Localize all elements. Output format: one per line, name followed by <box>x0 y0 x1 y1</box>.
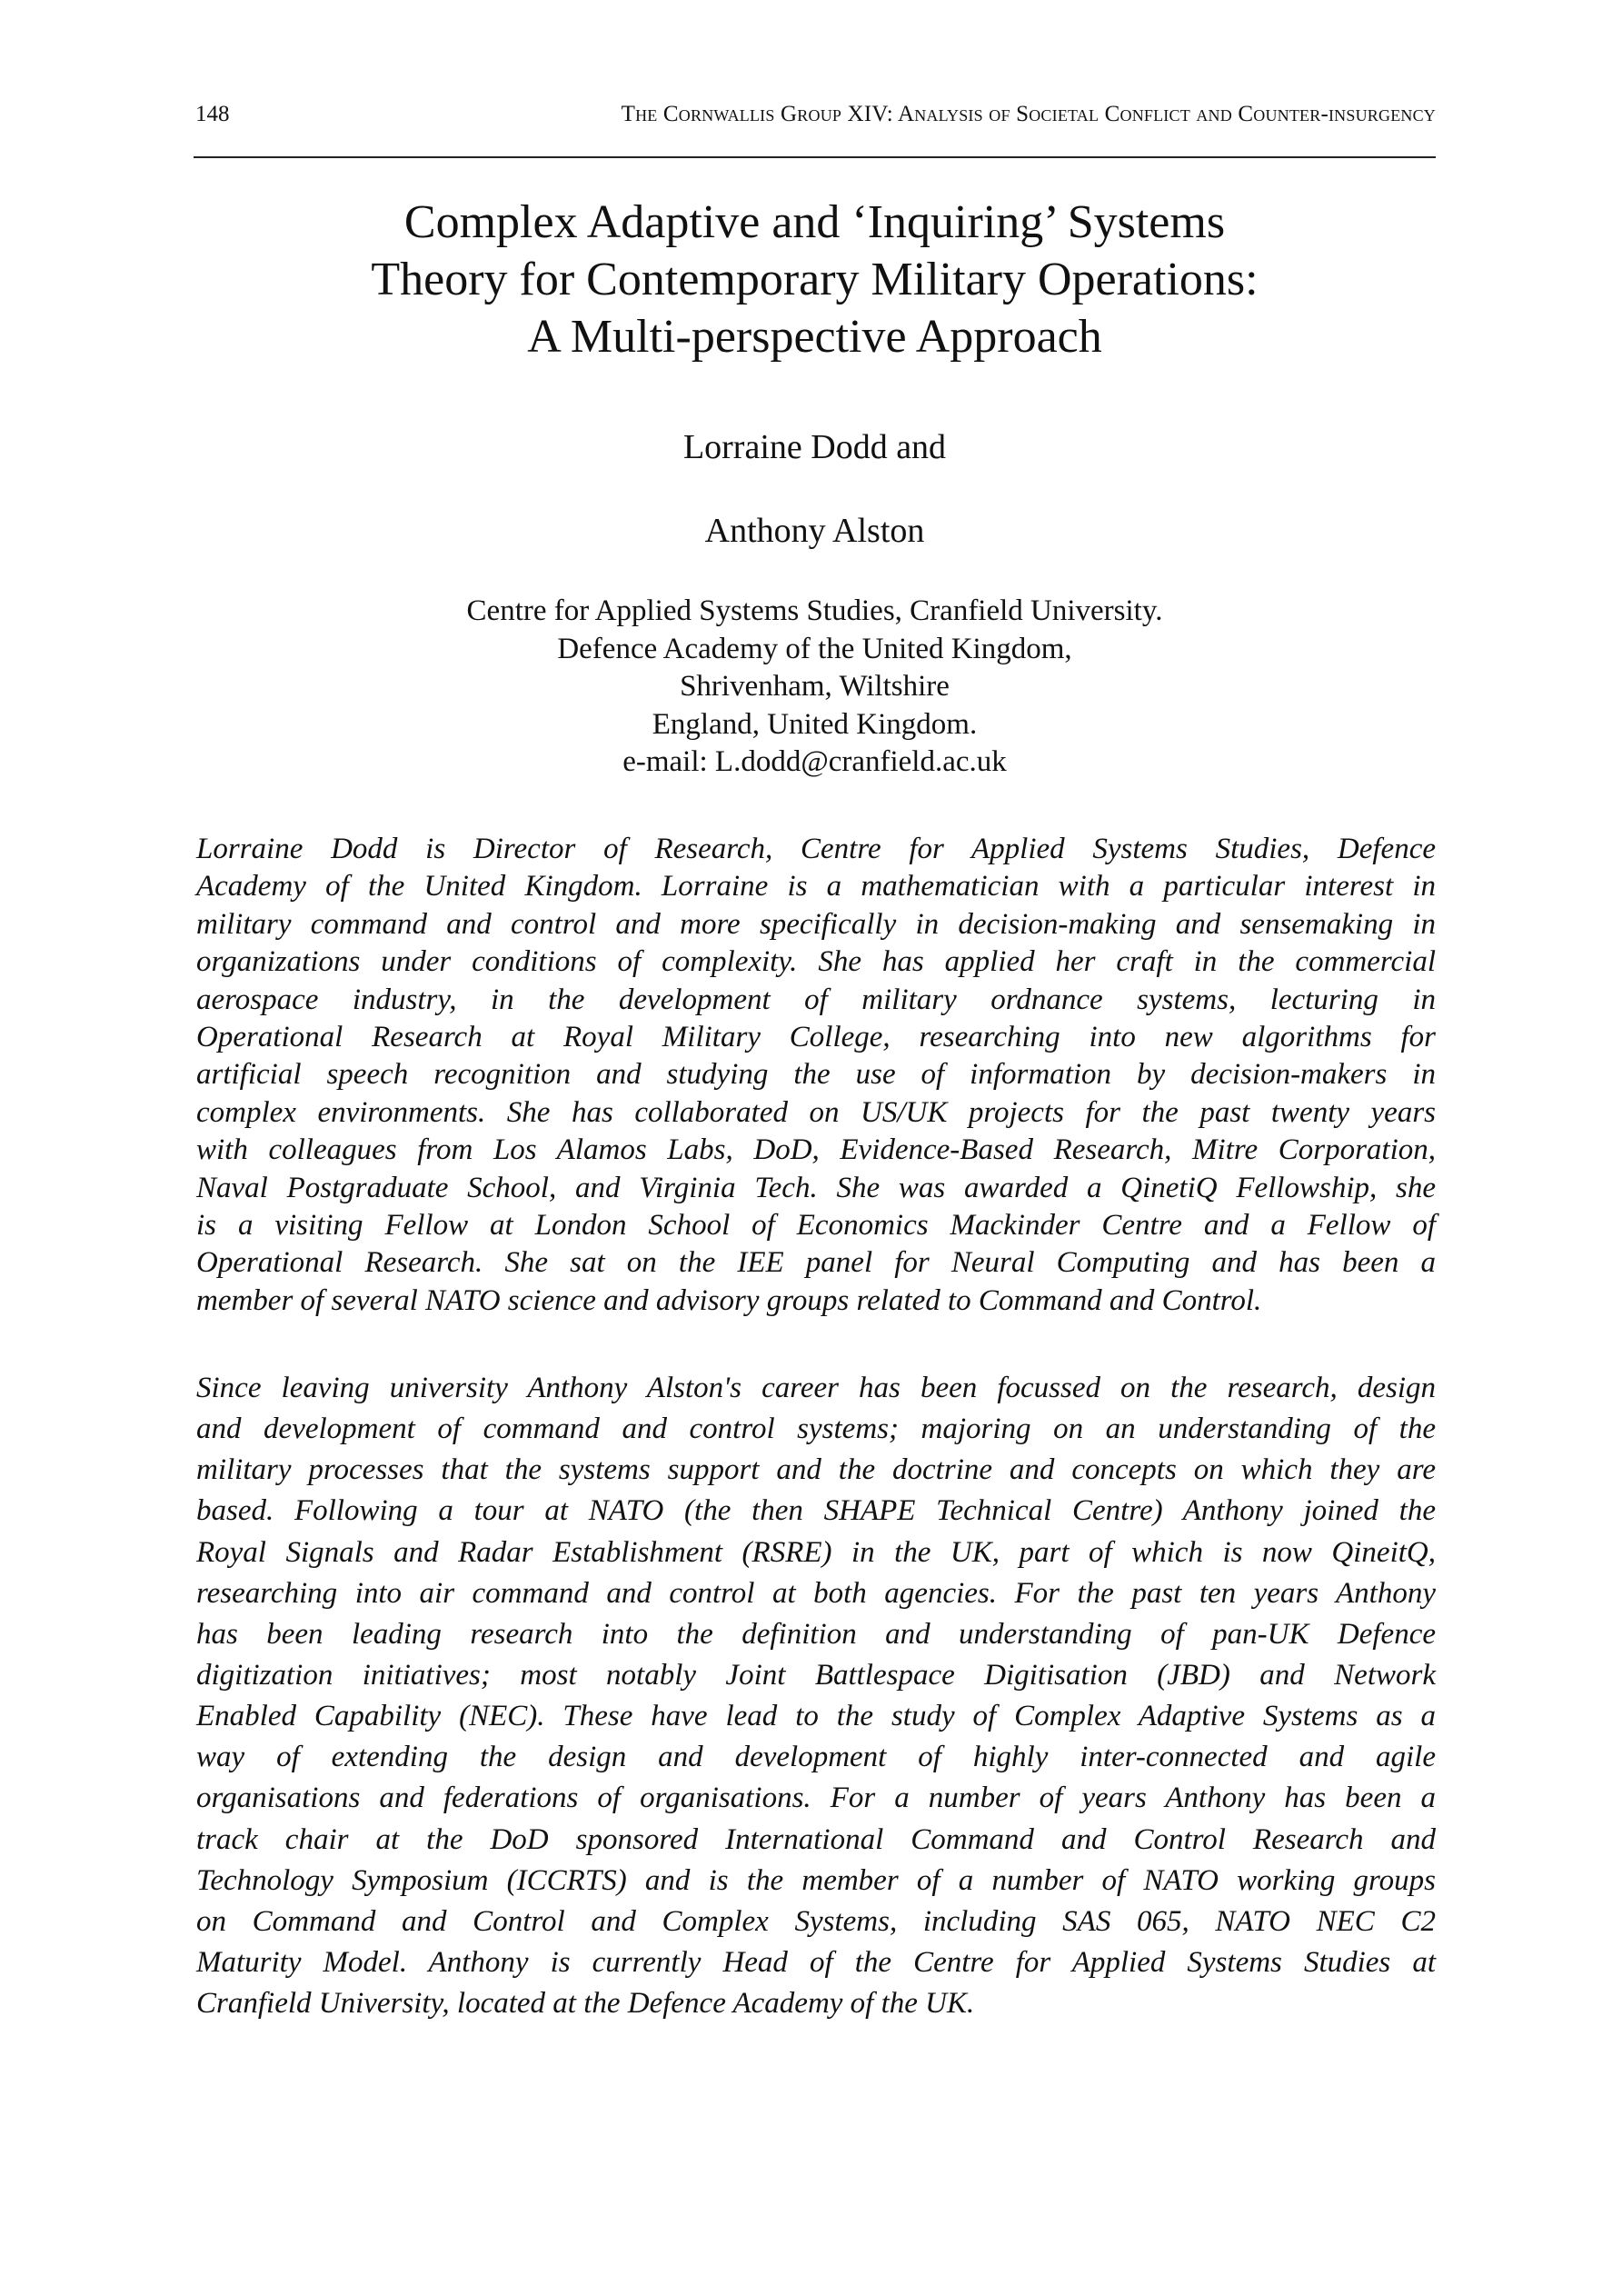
bio-line: on Command and Control and Complex Systems, including SAS 065, NATO NEC C2 <box>196 1904 1436 1938</box>
bio-line: military command and control and more specifically in decision-making and sensemaking in <box>196 907 1436 941</box>
page-number: 148 <box>195 102 230 126</box>
header-rule <box>194 156 1436 158</box>
title-line: Complex Adaptive and ‘Inquiring’ Systems <box>403 196 1226 248</box>
bio-line: Enabled Capability (NEC). These have lead to the study of Complex Adaptive Systems as a <box>196 1700 1436 1733</box>
affiliation-line: Centre for Applied Systems Studies, Cranfield University. <box>466 594 1163 627</box>
bio-line: researching into air command and control at both agencies. For the past ten years Anthony <box>196 1576 1436 1610</box>
bio-line: member of several NATO science and advisory groups related to Command and Control. <box>196 1283 1262 1317</box>
affiliation-email: e-mail: L.dodd@cranfield.ac.uk <box>622 745 1007 778</box>
bio-line: organisations and federations of organisations. For a number of years Anthony has been a <box>196 1782 1436 1815</box>
author-name: Lorraine Dodd and <box>682 428 947 466</box>
bio-line: digitization initiatives; most notably Joint Battlespace Digitisation (JBD) and Network <box>196 1658 1436 1692</box>
affiliation-line: England, United Kingdom. <box>652 707 978 741</box>
bio-line: aerospace industry, in the development of military ordnance systems, lecturing in <box>196 983 1436 1016</box>
bio-line: track chair at the DoD sponsored International Command and Control Research and <box>196 1822 1436 1856</box>
bio-line: is a visiting Fellow at London School of Economics Mackinder Centre and a Fellow of <box>196 1208 1436 1242</box>
bio-line: complex environments. She has collaborated on US/UK projects for the past twenty years <box>196 1095 1436 1129</box>
bio-line: Naval Postgraduate School, and Virginia Tech. She was awarded a QinetiQ Fellowship, she <box>196 1171 1436 1204</box>
affiliation-block <box>194 593 1436 782</box>
author-biography <box>196 1368 1436 2024</box>
bio-line: Maturity Model. Anthony is currently Head of the Centre for Applied Systems Studies at <box>196 1945 1436 1979</box>
running-header <box>195 96 1436 133</box>
bio-line: Cranfield University, located at the Defence Academy of the UK. <box>196 1987 975 2021</box>
bio-line: has been leading research into the definition and understanding of pan-UK Defence <box>196 1617 1436 1651</box>
title-line: Theory for Contemporary Military Operations: <box>371 254 1259 305</box>
bio-line: and development of command and control systems; majoring on an understanding of the <box>196 1413 1436 1446</box>
article-title <box>194 194 1436 365</box>
journal-title: The Cornwallis Group XIV: Analysis of Societal Conflict and Counter-insurgency <box>621 102 1436 126</box>
bio-line: with colleagues from Los Alamos Labs, DoD, Evidence-Based Research, Mitre Corporation, <box>196 1133 1436 1167</box>
bio-line: Academy of the United Kingdom. Lorraine is a mathematician with a particular interest in <box>196 870 1436 903</box>
bio-line: Since leaving university Anthony Alston's career has been focussed on the research, design <box>196 1372 1436 1404</box>
bio-line: Technology Symposium (ICCRTS) and is the member of a number of NATO working groups <box>196 1863 1436 1897</box>
bio-line: Lorraine Dodd is Director of Research, Centre for Applied Systems Studies, Defence <box>196 833 1436 865</box>
bio-line: way of extending the design and development of highly inter-connected and agile <box>196 1741 1436 1774</box>
bio-line: Operational Research. She sat on the IEE panel for Neural Computing and has been a <box>196 1246 1436 1280</box>
bio-line: based. Following a tour at NATO (the then SHAPE Technical Centre) Anthony joined the <box>196 1494 1436 1528</box>
title-line: A Multi-perspective Approach <box>527 311 1102 363</box>
affiliation-line: Shrivenham, Wiltshire <box>680 670 950 703</box>
bio-line: artificial speech recognition and studying the use of information by decision-makers in <box>196 1058 1436 1092</box>
bio-line: Operational Research at Royal Military College, researching into new algorithms for <box>196 1020 1436 1053</box>
author-biography <box>196 831 1436 1320</box>
bio-line: military processes that the systems support and the doctrine and concepts on which they are <box>196 1453 1436 1487</box>
affiliation-line: Defence Academy of the United Kingdom, <box>557 632 1072 665</box>
author-name: Anthony Alston <box>704 512 925 550</box>
bio-line: Royal Signals and Radar Establishment (RSRE) in the UK, part of which is now QineitQ, <box>196 1535 1436 1569</box>
bio-line: organizations under conditions of complexity. She has applied her craft in the commercial <box>196 945 1436 979</box>
